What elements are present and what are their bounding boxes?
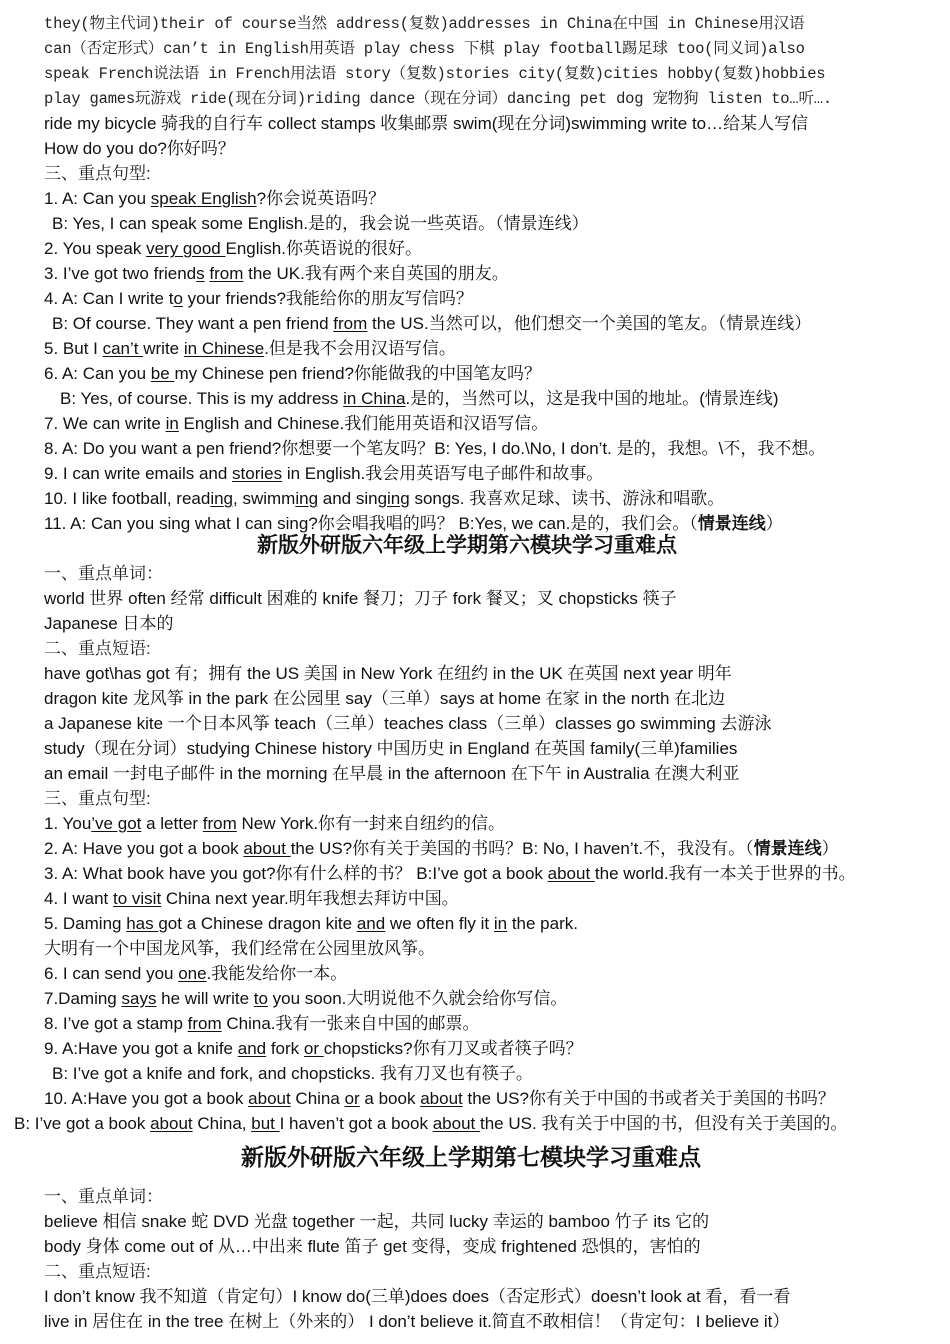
underlined-text: about [420,1089,463,1108]
text-span: speak French说法语 in French用法语 story（复数)stories city(复数)cities hobby(复数)hobbies [44,65,826,83]
text-line [44,812,505,836]
underlined-text: to [253,989,268,1008]
text-span: 8. I’ve got a stamp [44,1014,188,1033]
text-line [44,412,548,436]
underlined-text: o [173,289,183,308]
text-span: chopsticks?你有刀叉或者筷子吗？ [323,1039,583,1058]
underlined-text: about [243,839,291,858]
underlined-text: stories [232,464,283,483]
text-span: you soon.大明说他不久就会给你写信。 [267,989,568,1008]
text-span: 一、重点单词： [44,564,163,583]
underlined-text: in China [343,389,406,408]
text-span: 8. A: Do you want a pen friend?你想要一个笔友吗？B: Yes, I do.\No, I don’t. 是的，我想。\不，我不想。 [44,439,826,458]
text-span: B: I’ve got a knife and fork, and chopsticks. 我有刀叉也有筷子。 [52,1064,533,1083]
underlined-text: or [303,1039,324,1058]
text-span: 1. You [44,814,92,833]
text-line [44,12,804,36]
text-span: 1. A: Can you [44,189,151,208]
underlined-text: in Chinese [183,339,265,358]
text-span: I don’t know 我不知道（肯定句）I know do(三单)does does（否定形式）doesn’t look at 看，看一看 [44,1287,791,1306]
text-span: .但是我不会用汉语写信。 [264,339,456,358]
text-span: my Chinese pen friend?你能做我的中国笔友吗？ [174,364,541,383]
text-line [44,662,732,686]
text-span: dragon kite 龙风筝 in the park 在公园里 say（三单）says at home 在家 in the north 在北边 [44,689,726,708]
text-span: the US. 我有关于中国的书，但没有关于美国的。 [479,1114,848,1133]
text-line [44,287,473,311]
underlined-text: but [251,1114,280,1133]
text-span: 10. I like football, read [44,489,211,508]
text-span: .是的，当然可以，这是我中国的地址。(情景连线) [405,389,779,408]
text-span: ride my bicycle 骑我的自行车 collect stamps 收集邮票 swim(现在分词)swimming write to…给某人写信 [44,114,809,133]
text-line [44,437,825,461]
text-span: 6. I can send you [44,964,179,983]
text-line [44,62,825,86]
text-span: study（现在分词）studying Chinese history 中国历史 in England 在英国 family(三单)families [44,739,738,758]
text-span: 新版外研版六年级上学期第六模块学习重难点 [257,534,677,557]
underlined-text: ’ve got [91,814,142,833]
text-span: 二、重点短语: [44,1262,151,1281]
underlined-text: ing [295,489,319,508]
underlined-text: in [493,914,508,933]
underlined-text: ing [387,489,410,508]
text-span: China, [192,1114,252,1133]
text-line [44,37,805,61]
text-span: 2. You speak [44,239,147,258]
text-span: ） [821,839,839,858]
underlined-text: and [237,1039,267,1058]
text-span: a book [359,1089,421,1108]
underlined-text: or [344,1089,360,1108]
text-line [44,362,541,386]
text-span: B: Yes, I can speak some English.是的，我会说一些英语。（情景连线） [52,214,589,233]
text-span: live in 居住在 in the tree 在树上（外来的） I don’t believe it.简直不敢相信！（肯定句：I believe it） [44,1312,790,1331]
text-span: ） [765,514,783,533]
section-heading [44,162,151,186]
text-line [44,487,724,511]
text-line [44,1310,789,1334]
text-span: play games玩游戏 ride(现在分词)riding [44,90,361,108]
text-span: can（否定形式）can’t in English用英语 play chess 下棋 play football踢足球 too(同义词)also [44,40,805,58]
text-span: 10. A:Have you got a book [44,1089,249,1108]
text-span: 5. But I [44,339,103,358]
underlined-text: from [333,314,368,333]
text-span: in English.我会用英语写电子邮件和故事。 [282,464,604,483]
underlined-text: one [178,964,207,983]
underlined-text: and [356,914,386,933]
module-heading [241,1141,701,1173]
text-span: English and Chinese.我们能用英语和汉语写信。 [178,414,549,433]
text-line [44,612,173,636]
text-span: , swimm [233,489,296,508]
text-span: write [143,339,184,358]
text-span: dance（现在分词）dancing pet dog 宠物狗 listen to…听…. [360,90,832,108]
text-span: 二、重点短语: [44,639,151,658]
text-span: 9. I can write emails and [44,464,233,483]
text-span: 大明有一个中国龙风筝，我们经常在公园里放风筝。 [44,939,435,958]
underlined-text: from [209,264,244,283]
text-span: an email 一封电子邮件 in the morning 在早晨 in the afternoon 在下午 in Australia 在澳大利亚 [44,764,740,783]
text-span: New York.你有一封来自纽约的信。 [236,814,506,833]
text-line [44,887,459,911]
text-span: 2. A: Have you got a book [44,839,244,858]
text-line [44,1285,790,1309]
text-line [44,1037,583,1061]
text-span: we often fly it [385,914,494,933]
text-span: 新版外研版六年级上学期第七模块学习重难点 [241,1144,701,1170]
text-line [44,137,235,161]
text-span: China next year.明年我想去拜访中国。 [161,889,459,908]
text-line [44,1210,709,1234]
underlined-text: from [202,814,237,833]
underlined-text: speak English [150,189,257,208]
text-span: 4. A: Can I write t [44,289,174,308]
text-span: your friends?我能给你的朋友写信吗？ [182,289,473,308]
text-span: the world.我有一本关于世界的书。 [594,864,856,883]
underlined-text: says [121,989,157,1008]
text-span: How do you do?你好吗？ [44,139,235,158]
text-span: Japanese 日本的 [44,614,174,633]
text-span: he will write [156,989,254,1008]
underlined-text: s [196,264,205,283]
text-line [44,1235,701,1259]
text-line [44,837,839,861]
text-line [44,987,567,1011]
text-line [44,187,385,211]
text-line [44,737,737,761]
text-span: 9. A:Have you got a knife [44,1039,238,1058]
text-span: 11. A: Can you sing what I can sing?你会唱我唱的吗？ B:Yes, we can.是的，我们会。（ [44,514,698,533]
text-span: English.你英语说的很好。 [225,239,422,258]
section-heading [44,1185,163,1209]
text-span: got a Chinese dragon kite [158,914,357,933]
text-line [60,387,779,411]
text-span: fork [266,1039,304,1058]
text-span: B: Of course. They want a pen friend [52,314,334,333]
text-span: have got\has got 有；拥有 the US 美国 in New York 在纽约 in the UK 在英国 next year 明年 [44,664,732,683]
underlined-text: to visit [112,889,162,908]
text-line [44,262,509,286]
text-span: 6. A: Can you [44,364,151,383]
text-line [52,212,589,236]
text-line [44,337,456,361]
underlined-text: has [126,914,159,933]
module-heading [257,531,677,561]
text-span: China [290,1089,345,1108]
text-line [44,587,677,611]
underlined-text: about [248,1089,291,1108]
text-line [44,1087,835,1111]
text-span: 三、重点句型: [44,164,151,183]
bold-text: 情景连线 [753,839,822,858]
underlined-text: be [150,364,175,383]
underlined-text: about [150,1114,193,1133]
text-span: I haven’t got a book [279,1114,433,1133]
text-span: world 世界 often 经常 difficult 困难的 knife 餐刀；刀子 fork 餐叉；叉 chopsticks 筷子 [44,589,677,608]
text-span: 5. Daming [44,914,127,933]
underlined-text: ing [210,489,234,508]
text-span: a letter [141,814,203,833]
text-span: believe 相信 snake 蛇 DVD 光盘 together 一起，共同 lucky 幸运的 bamboo 竹子 its 它的 [44,1212,710,1231]
text-span: .我能发给你一本。 [206,964,348,983]
section-heading [44,1260,151,1284]
text-span: 4. I want [44,889,113,908]
text-span: 三、重点句型: [44,789,151,808]
text-line [52,312,811,336]
text-span: 一、重点单词： [44,1187,163,1206]
text-span: 3. I’ve got two friend [44,264,197,283]
text-span: 3. A: What book have you got?你有什么样的书？ B:I’ve got a book [44,864,548,883]
text-line [44,87,832,111]
section-heading [44,562,163,586]
text-span: B: I’ve got a book [14,1114,151,1133]
text-span: the US?你有关于美国的书吗？B: No, I haven’t.不，我没有。（ [290,839,754,858]
underlined-text: from [187,1014,222,1033]
text-span: B: Yes, of course. This is my address [60,389,344,408]
text-line [44,862,856,886]
text-span: they(物主代词)their of course当然 address(复数)addresses in China在中国 in Chinese用汉语 [44,15,805,33]
text-span: and sing [318,489,388,508]
text-line [44,237,422,261]
text-span: the US?你有关于中国的书或者关于美国的书吗？ [462,1089,835,1108]
text-span: songs. 我喜欢足球、读书、游泳和唱歌。 [409,489,725,508]
text-span: ?你会说英语吗？ [256,189,386,208]
text-line [14,1112,847,1136]
text-line [44,962,347,986]
text-line [44,712,771,736]
text-line [44,687,725,711]
underlined-text: about [432,1114,480,1133]
text-line [44,112,808,136]
text-line [44,462,603,486]
text-span: 7. We can write [44,414,166,433]
text-line [44,912,578,936]
underlined-text: very good [146,239,226,258]
underlined-text: about [547,864,595,883]
text-span: China.我有一张来自中国的邮票。 [221,1014,480,1033]
bold-text: 情景连线 [697,514,766,533]
text-line [52,1062,533,1086]
text-line [44,762,739,786]
text-span: body 身体 come out of 从…中出来 flute 笛子 get 变得，变成 frightened 恐惧的，害怕的 [44,1237,701,1256]
text-span: 7.Daming [44,989,122,1008]
text-span: a Japanese kite 一个日本风筝 teach（三单）teaches class（三单）classes go swimming 去游泳 [44,714,772,733]
text-span: the US.当然可以，他们想交一个美国的笔友。（情景连线） [367,314,812,333]
text-line [44,1012,480,1036]
text-span: the UK.我有两个来自英国的朋友。 [243,264,509,283]
underlined-text: can’t [102,339,144,358]
underlined-text: in [165,414,179,433]
section-heading [44,637,151,661]
section-heading [44,787,151,811]
text-line [44,937,435,961]
text-span: the park. [507,914,578,933]
